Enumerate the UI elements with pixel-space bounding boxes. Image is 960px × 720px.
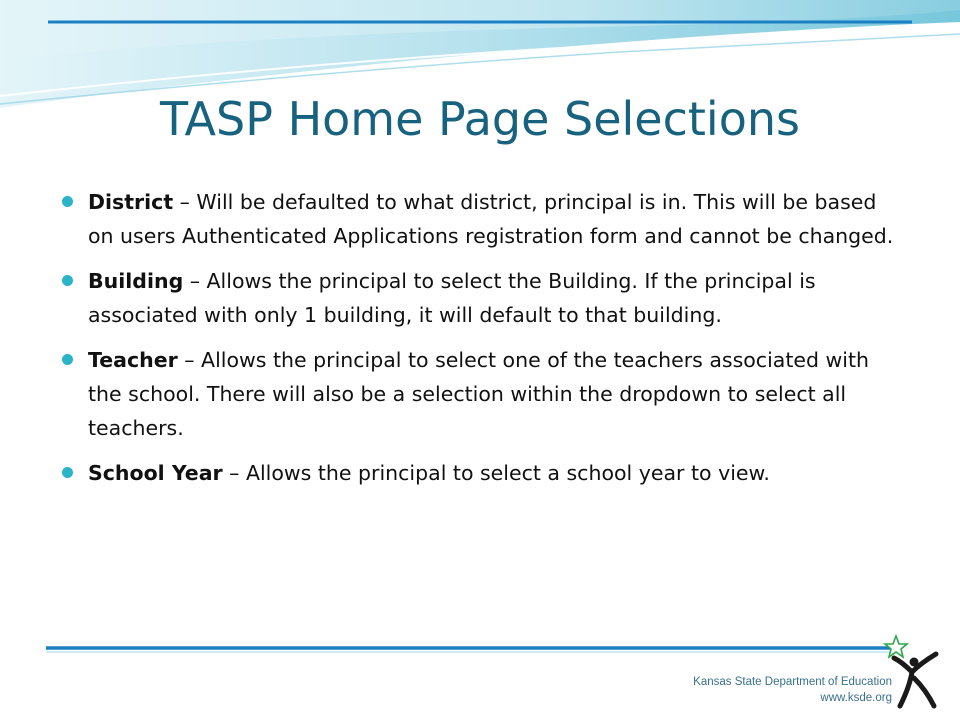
- bullet-dot-icon: [62, 196, 73, 207]
- bullet-text: – Allows the principal to select a school year to view.: [222, 461, 770, 485]
- bullet-term: Teacher: [88, 348, 178, 372]
- bullet-item-building: [60, 264, 900, 332]
- bullet-text: – Allows the principal to select one of the teachers associated with the school. There will also be a selection within the dropdown to select all teachers.: [88, 348, 870, 440]
- bullet-dot-icon: [62, 275, 73, 286]
- bullet-item-teacher: [60, 343, 900, 445]
- bullet-item-school-year: [60, 456, 900, 490]
- bullet-text: – Will be defaulted to what district, principal is in. This will be based on users Authenticated Applications registration form and cannot be changed.: [88, 190, 894, 248]
- footer-org-name: Kansas State Department of Education: [693, 676, 892, 688]
- bullet-dot-icon: [62, 467, 73, 478]
- bullet-list: [60, 185, 900, 501]
- footer-url[interactable]: www.ksde.org: [820, 692, 892, 704]
- bullet-item-district: [60, 185, 900, 253]
- bullet-term: Building: [88, 269, 184, 293]
- footer-rule: [0, 636, 960, 656]
- ksde-figure-star-logo-icon: [876, 632, 946, 712]
- bullet-term: School Year: [88, 461, 223, 485]
- slide-title: TASP Home Page Selections: [160, 92, 800, 146]
- bullet-dot-icon: [62, 354, 73, 365]
- bullet-text: – Allows the principal to select the Building. If the principal is associated with only 1 building, it will default to that building.: [88, 269, 816, 327]
- bullet-term: District: [88, 190, 174, 214]
- footer-org-block: [693, 674, 892, 706]
